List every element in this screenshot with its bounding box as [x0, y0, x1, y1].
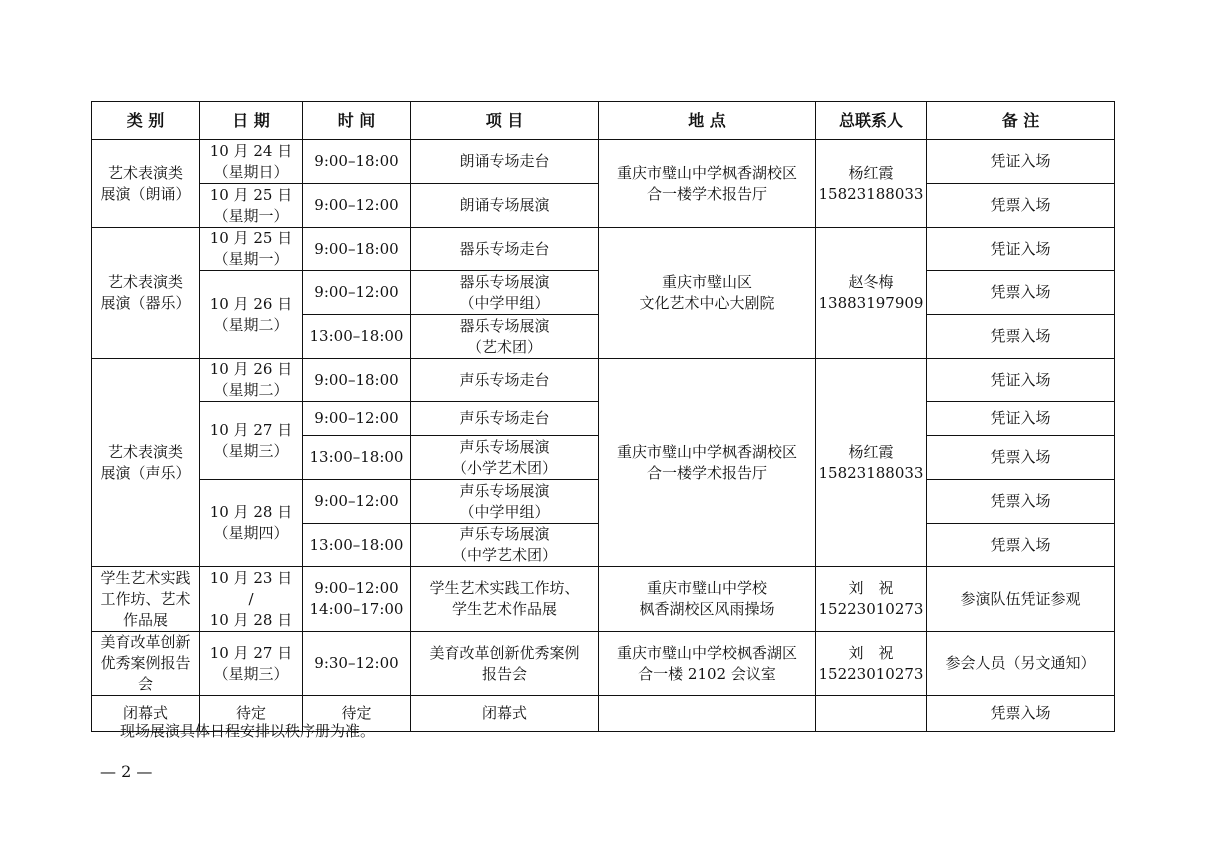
table-row: [92, 632, 1115, 696]
contact-cell: 赵冬梅 13883197909: [816, 228, 927, 359]
item-cell: 器乐专场走台: [411, 228, 599, 271]
footnote: 现场展演具体日程安排以秩序册为准。: [120, 722, 376, 740]
location-cell: 重庆市璧山中学校 枫香湖校区风雨操场: [599, 567, 816, 632]
item-cell: 器乐专场展演 （中学甲组）: [411, 271, 599, 315]
time-cell: 9:30–12:00: [303, 632, 411, 696]
remarks-cell: 凭证入场: [927, 402, 1115, 436]
category-cell: 闭幕式: [92, 696, 200, 732]
remarks-cell: 凭票入场: [927, 524, 1115, 567]
time-cell: 9:00–12:00: [303, 402, 411, 436]
header-location: 地 点: [599, 102, 816, 140]
location-cell: 重庆市璧山区 文化艺术中心大剧院: [599, 228, 816, 359]
remarks-cell: 参会人员（另文通知）: [927, 632, 1115, 696]
header-row: [92, 102, 1115, 140]
time-cell: 9:00–12:00: [303, 480, 411, 524]
time-cell: 待定: [303, 696, 411, 732]
time-cell: 9:00–12:00: [303, 271, 411, 315]
category-cell: 学生艺术实践 工作坊、艺术 作品展: [92, 567, 200, 632]
header-date: 日 期: [200, 102, 303, 140]
location-cell: 重庆市璧山中学枫香湖校区 合一楼学术报告厅: [599, 140, 816, 228]
header-remarks: 备 注: [927, 102, 1115, 140]
remarks-cell: 凭票入场: [927, 184, 1115, 228]
table-row: [92, 228, 1115, 271]
time-cell: 13:00–18:00: [303, 315, 411, 359]
category-cell: 艺术表演类 展演（朗诵）: [92, 140, 200, 228]
page-number: — 2 —: [100, 762, 153, 781]
item-cell: 声乐专场展演 （中学甲组）: [411, 480, 599, 524]
date-cell: 10 月 27 日 （星期三）: [200, 402, 303, 480]
time-cell: 13:00–18:00: [303, 524, 411, 567]
item-cell: 声乐专场走台: [411, 402, 599, 436]
item-cell: 闭幕式: [411, 696, 599, 732]
schedule-table: [91, 101, 1115, 732]
remarks-cell: 参演队伍凭证参观: [927, 567, 1115, 632]
category-cell: 美育改革创新 优秀案例报告会: [92, 632, 200, 696]
item-cell: 朗诵专场走台: [411, 140, 599, 184]
contact-cell: [816, 696, 927, 732]
table-row: [92, 359, 1115, 402]
remarks-cell: 凭证入场: [927, 359, 1115, 402]
date-cell: 待定: [200, 696, 303, 732]
contact-cell: 刘 祝 15223010273: [816, 567, 927, 632]
category-cell: 艺术表演类 展演（声乐）: [92, 359, 200, 567]
item-cell: 声乐专场走台: [411, 359, 599, 402]
item-cell: 朗诵专场展演: [411, 184, 599, 228]
contact-cell: 杨红霞 15823188033: [816, 359, 927, 567]
remarks-cell: 凭票入场: [927, 696, 1115, 732]
item-cell: 声乐专场展演 （小学艺术团）: [411, 436, 599, 480]
table-row: [92, 140, 1115, 184]
contact-cell: 刘 祝 15223010273: [816, 632, 927, 696]
date-cell: 10 月 28 日 （星期四）: [200, 480, 303, 567]
location-cell: 重庆市璧山中学枫香湖校区 合一楼学术报告厅: [599, 359, 816, 567]
date-cell: 10 月 26 日 （星期二）: [200, 359, 303, 402]
remarks-cell: 凭证入场: [927, 228, 1115, 271]
category-cell: 艺术表演类 展演（器乐）: [92, 228, 200, 359]
time-cell: 9:00–18:00: [303, 228, 411, 271]
item-cell: 美育改革创新优秀案例 报告会: [411, 632, 599, 696]
location-cell: [599, 696, 816, 732]
date-cell: 10 月 27 日 （星期三）: [200, 632, 303, 696]
time-cell: 13:00–18:00: [303, 436, 411, 480]
remarks-cell: 凭证入场: [927, 140, 1115, 184]
item-cell: 学生艺术实践工作坊、 学生艺术作品展: [411, 567, 599, 632]
time-cell: 9:00–12:00 14:00–17:00: [303, 567, 411, 632]
header-time: 时 间: [303, 102, 411, 140]
time-cell: 9:00–18:00: [303, 359, 411, 402]
date-cell: 10 月 23 日 / 10 月 28 日: [200, 567, 303, 632]
remarks-cell: 凭票入场: [927, 480, 1115, 524]
remarks-cell: 凭票入场: [927, 436, 1115, 480]
item-cell: 声乐专场展演 （中学艺术团）: [411, 524, 599, 567]
header-item: 项 目: [411, 102, 599, 140]
header-category: 类 别: [92, 102, 200, 140]
location-cell: 重庆市璧山中学校枫香湖区 合一楼 2102 会议室: [599, 632, 816, 696]
contact-cell: 杨红霞 15823188033: [816, 140, 927, 228]
date-cell: 10 月 24 日 （星期日）: [200, 140, 303, 184]
table-row: [92, 567, 1115, 632]
remarks-cell: 凭票入场: [927, 271, 1115, 315]
date-cell: 10 月 25 日 （星期一）: [200, 228, 303, 271]
item-cell: 器乐专场展演 （艺术团）: [411, 315, 599, 359]
time-cell: 9:00–18:00: [303, 140, 411, 184]
time-cell: 9:00–12:00: [303, 184, 411, 228]
header-contact: 总联系人: [816, 102, 927, 140]
date-cell: 10 月 25 日 （星期一）: [200, 184, 303, 228]
date-cell: 10 月 26 日 （星期二）: [200, 271, 303, 359]
remarks-cell: 凭票入场: [927, 315, 1115, 359]
